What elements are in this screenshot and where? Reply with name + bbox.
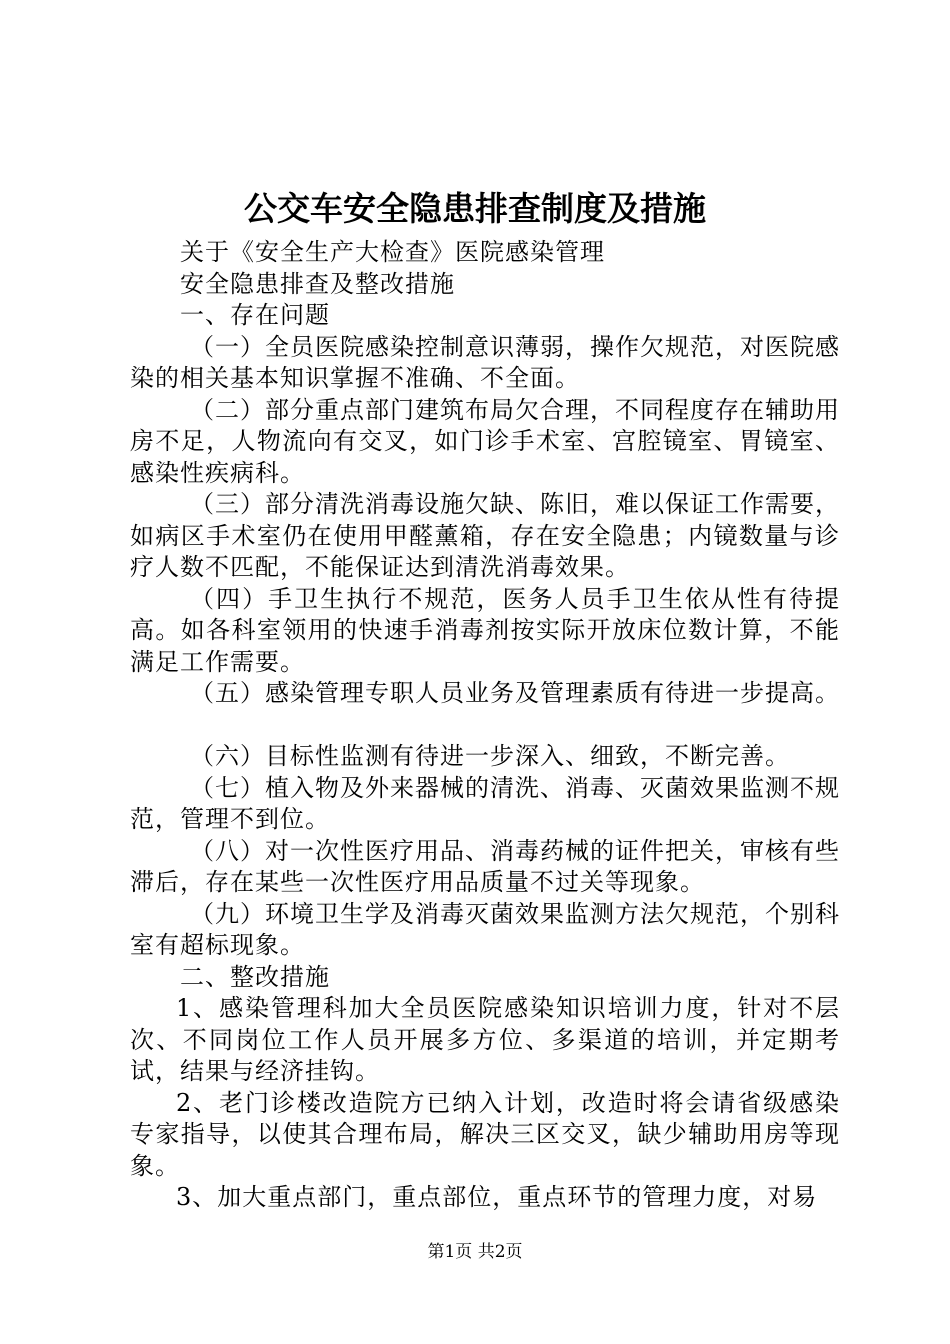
paragraph: （九）环境卫生学及消毒灭菌效果监测方法欠规范，个别科室有超标现象。: [130, 899, 840, 959]
paragraph: （四）手卫生执行不规范，医务人员手卫生依从性有待提高。如各科室领用的快速手消毒剂按实际开放床位数计算，不能满足工作需要。: [130, 584, 840, 676]
paragraph: 安全隐患排查及整改措施: [180, 269, 455, 298]
section-heading: 二、整改措施: [180, 962, 330, 991]
paragraph: 关于《安全生产大检查》医院感染管理: [180, 238, 605, 266]
paragraph: （五）感染管理专职人员业务及管理素质有待进一步提高。: [190, 679, 840, 707]
paragraph: 3、加大重点部门，重点部位，重点环节的管理力度，对易: [176, 1183, 818, 1211]
page-number: 第1页 共2页: [427, 1242, 523, 1262]
paragraph: （二）部分重点部门建筑布局欠合理，不同程度存在辅助用房不足，人物流向有交叉，如门诊手术室、宫腔镜室、胃镜室、感染性疾病科。: [130, 395, 840, 487]
paragraph: 1、感染管理科加大全员医院感染知识培训力度，针对不层次、不同岗位工作人员开展多方位、多渠道的培训，并定期考试，结果与经济挂钩。: [130, 994, 840, 1085]
paragraph: 2、老门诊楼改造院方已纳入计划，改造时将会请省级感染专家指导，以使其合理布局，解决三区交叉，缺少辅助用房等现象。: [130, 1088, 840, 1180]
paragraph: （七）植入物及外来器械的清洗、消毒、灭菌效果监测不规范，管理不到位。: [130, 773, 840, 833]
paragraph: （六）目标性监测有待进一步深入、细致，不断完善。: [190, 742, 790, 770]
section-heading: 一、存在问题: [180, 301, 330, 329]
document-title: 公交车安全隐患排查制度及措施: [244, 189, 706, 228]
paragraph: （三）部分清洗消毒设施欠缺、陈旧，难以保证工作需要，如病区手术室仍在使用甲醛薰箱，存在安全隐患；内镜数量与诊疗人数不匹配，不能保证达到清洗消毒效果。: [130, 490, 840, 581]
paragraph: （一）全员医院感染控制意识薄弱，操作欠规范，对医院感染的相关基本知识掌握不准确、不全面。: [130, 332, 840, 392]
paragraph: （八）对一次性医疗用品、消毒药械的证件把关，审核有些滞后，存在某些一次性医疗用品质量不过关等现象。: [130, 836, 840, 896]
blank-line: [130, 710, 840, 742]
document-body: [130, 237, 840, 1214]
